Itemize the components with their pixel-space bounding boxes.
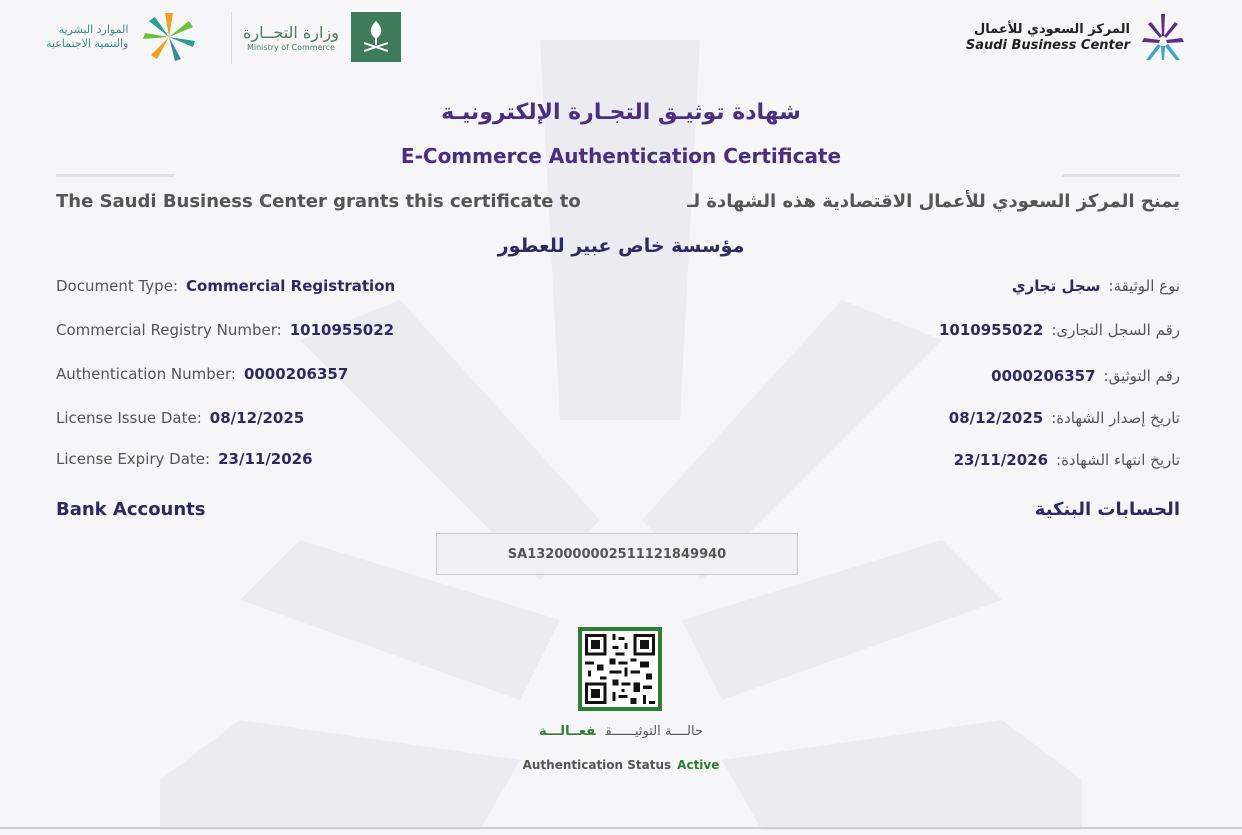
detail-value: 0000206357 [991,367,1096,385]
detail-row-expiry-date-ar [954,451,1180,469]
iban-field: SA1320000002511121849940 [436,533,798,575]
detail-label: رقم التوثيق: [1103,367,1180,385]
detail-row-authentication-number-ar [991,367,1180,385]
hr-ministry-logo-icon [136,10,202,64]
detail-row-issue-date-en [56,409,304,427]
detail-label: Authentication Number: [56,365,236,383]
authentication-status-en [0,758,1242,772]
detail-label: تاريخ انتهاء الشهادة: [1056,451,1180,469]
detail-label: تاريخ إصدار الشهادة: [1051,409,1180,427]
moc-logo-ar: وزارة التجــارة [243,22,339,42]
hr-logo-line1: الموارد البشرية [58,23,129,36]
detail-row-expiry-date-en [56,450,313,468]
certificate-title-ar: شهادة توثيـق التجـارة الإلكترونيـة [441,100,801,125]
detail-value: 1010955022 [289,321,395,339]
ministry-of-commerce-emblem-icon [351,12,401,62]
detail-value: 08/12/2025 [948,409,1044,427]
qr-code[interactable] [578,627,662,711]
bank-accounts-title-ar: الحسابات البنكية [1034,499,1180,520]
ministry-of-commerce-logo [243,12,401,62]
detail-row-document-type-ar [1012,277,1180,295]
detail-label: نوع الوثيقة: [1108,277,1180,295]
detail-value: 1010955022 [938,321,1044,339]
logo-divider [231,12,232,64]
detail-label: رقم السجل التجارى: [1051,321,1180,339]
grant-text-en: The Saudi Business Center grants this certificate to [56,191,581,212]
detail-value: 23/11/2026 [953,451,1049,469]
detail-value: 23/11/2026 [218,450,313,468]
hr-logo-line2: والتنمية الاجتماعية [46,37,129,50]
detail-row-document-type-en [56,277,395,295]
detail-value: 0000206357 [243,365,349,383]
bank-accounts-title-en: Bank Accounts [56,499,206,520]
detail-label: Document Type: [56,277,178,295]
saudi-business-center-logo-icon [1140,12,1186,62]
status-label-ar: حالــــة التوثيــــــق [605,724,704,739]
detail-value: Commercial Registration [186,277,396,295]
status-label-en: Authentication Status [522,758,672,772]
divider-left [56,174,174,177]
detail-label: License Issue Date: [56,409,202,427]
detail-row-authentication-number-en [56,365,348,383]
detail-value: سجل تجاري [1011,277,1101,295]
bottom-divider [0,827,1242,829]
authentication-status-ar [0,724,1242,739]
detail-label: Commercial Registry Number: [56,321,282,339]
certificate-title-en: E-Commerce Authentication Certificate [400,144,842,168]
detail-row-registry-number-ar [939,321,1180,339]
moc-logo-en: Ministry of Commerce [246,42,335,52]
divider-right [1062,174,1180,177]
grant-text-ar: يمنح المركز السعودي للأعمال الاقتصادية هذه الشهادة لـ [687,191,1180,212]
status-value-ar: فعــالـــة [538,724,596,739]
status-value-en: Active [677,758,720,772]
hr-ministry-logo [46,10,202,64]
detail-label: License Expiry Date: [56,450,211,468]
detail-row-issue-date-ar [949,409,1180,427]
detail-row-registry-number-en [56,321,394,339]
sbc-logo-ar: المركز السعودي للأعمال [974,21,1130,37]
saudi-business-center-logo [966,12,1186,62]
company-name: مؤسسة خاص عبير للعطور [497,235,745,257]
detail-value: 08/12/2025 [209,409,305,427]
sbc-logo-en: Saudi Business Center [965,37,1130,53]
qr-code-icon [582,631,658,707]
